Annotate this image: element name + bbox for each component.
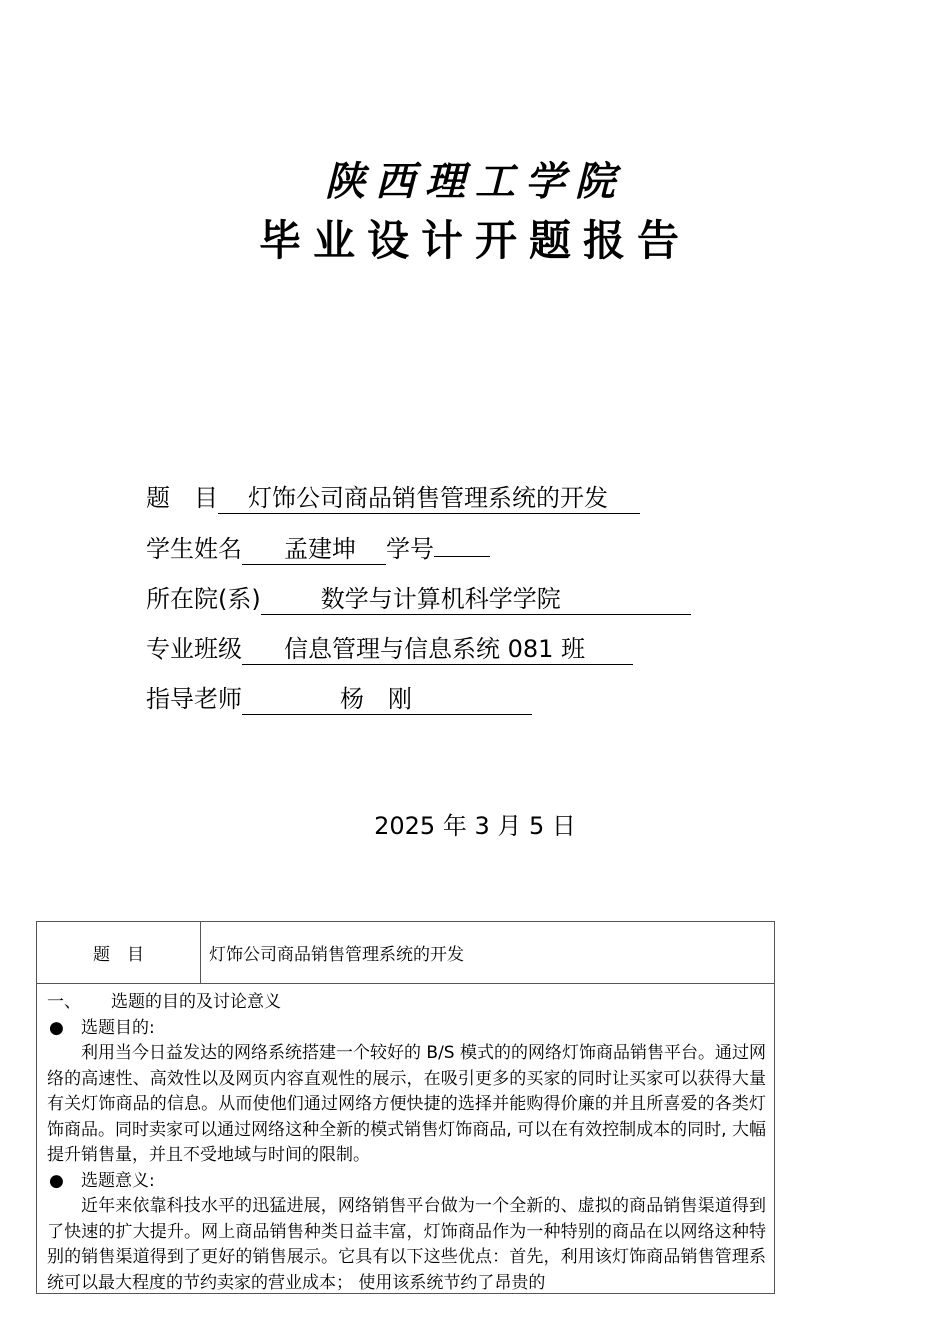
bullet-icon: ● bbox=[49, 1017, 64, 1038]
school-name: 陕西理工学院 bbox=[325, 158, 625, 205]
major-class-row bbox=[146, 633, 633, 665]
topic-row bbox=[146, 482, 640, 514]
significance-heading-row bbox=[47, 1169, 766, 1195]
purpose-paragraph: 利用当今日益发达的网络系统搭建一个较好的 B/S 模式的的网络灯饰商品销售平台。通过网络的高速性、高效性以及网页内容直观性的展示，在吸引更多的买家的同时让买家可以获得大量有关灯饰商品的信息。从而使他们通过网络方便快捷的选择并能购得价廉的并且所喜爱的各类灯饰商品。同时卖家可以通过网络这种全新的模式销售灯饰商品, 可以在有效控制成本的同时, 大幅提升销售量，并且不受地域与时间的限制。 bbox=[47, 1043, 766, 1165]
report-title: 毕业设计开题报告 bbox=[258, 216, 691, 265]
form-topic-label: 题 目 bbox=[37, 922, 201, 984]
section-title: 选题的目的及讨论意义 bbox=[111, 992, 281, 1012]
department-label: 所在院(系) bbox=[146, 585, 261, 613]
student-row bbox=[146, 533, 490, 565]
form-body bbox=[37, 984, 774, 1293]
student-name-value: 孟建坤 bbox=[242, 534, 386, 565]
topic-label: 题 目 bbox=[146, 484, 218, 512]
significance-paragraph: 近年来依靠科技水平的迅猛进展，网络销售平台做为一个全新的、虚拟的商品销售渠道得到了快速的扩大提升。网上商品销售种类日益丰富，灯饰商品作为一种特别的商品在以网络这种特别的销售渠道得到了更好的销售展示。它具有以下这些优点：首先，利用该灯饰商品销售管理系统可以最大程度的节约卖家的营业成本； 使用该系统节约了昂贵的 bbox=[47, 1196, 766, 1293]
bullet-icon: ● bbox=[49, 1170, 64, 1191]
purpose-heading-row bbox=[47, 1016, 766, 1042]
student-id-value bbox=[434, 556, 490, 557]
advisor-label: 指导老师 bbox=[146, 685, 242, 713]
department-value: 数学与计算机科学学院 bbox=[261, 584, 691, 615]
student-id-label: 学号 bbox=[386, 535, 434, 563]
advisor-row bbox=[146, 683, 532, 715]
section-heading bbox=[47, 990, 766, 1016]
form-topic-value: 灯饰公司商品销售管理系统的开发 bbox=[201, 922, 774, 984]
student-name-label: 学生姓名 bbox=[146, 535, 242, 563]
purpose-heading: 选题目的: bbox=[81, 1017, 155, 1038]
advisor-value: 杨 刚 bbox=[242, 684, 532, 715]
proposal-form-table bbox=[36, 921, 775, 1294]
major-class-label: 专业班级 bbox=[146, 635, 242, 663]
report-date: 2025 年 3 月 5 日 bbox=[374, 812, 576, 840]
significance-heading: 选题意义: bbox=[81, 1170, 155, 1191]
department-row bbox=[146, 583, 691, 615]
major-class-value: 信息管理与信息系统 081 班 bbox=[242, 634, 633, 665]
topic-value: 灯饰公司商品销售管理系统的开发 bbox=[218, 483, 640, 514]
section-number: 一、 bbox=[47, 992, 81, 1012]
